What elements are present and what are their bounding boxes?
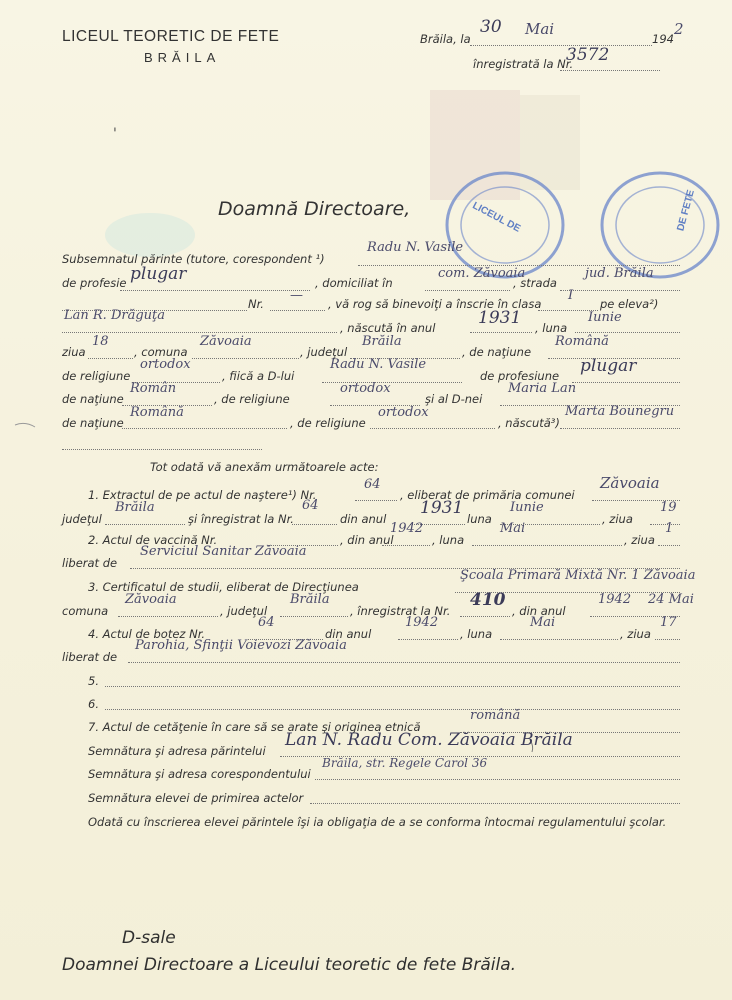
class-value: I [568,288,574,303]
school-name: LICEUL TEORETIC DE FETE [62,28,280,45]
profession-value: plugar [130,264,187,284]
parent-label: Subsemnatul părinte (tutore, corespondent ¹) [62,252,325,266]
mother-nationality-label: de naţiune [62,416,124,430]
born-year: 1931 [478,308,522,328]
baptism-year: 1942 [405,615,439,630]
baptism-month-label: , luna [460,627,493,641]
mother-religion: ortodox [378,405,429,420]
studies-year: 1942 [598,592,632,607]
closing-statement: Odată cu înscrierea elevei părintele îşi ia obligaţia de a se conforma întocmai regulamentului şcolar. [88,815,667,829]
birth-extract-label: 1. Extractul de pe actul de naştere¹) Nr. [88,488,317,502]
parent-signature: Lan N. Radu Com. Zăvoaia Brăila [285,730,573,750]
stamp-text: DE FETE [675,188,697,233]
baptism-label: 4. Actul de botez Nr. [88,627,206,641]
pupil-receipt-label: Semnătura elevei de primirea actelor [88,791,304,805]
county-label: , judeţul [300,345,348,359]
birth-day-label: , ziua [602,512,633,526]
street-value: jud. Brăila [585,266,654,281]
born-commune: Zăvoaia [200,334,252,349]
registration-label: înregistrată la Nr. [473,57,574,71]
birth-day: 19 [660,500,677,515]
vaccine-year: 1942 [390,521,424,536]
studies-registered-label: , înregistrat la Nr. [350,604,451,618]
correspondent-signature: Brăila, str. Regele Carol 36 [322,756,488,770]
commune-label: , comuna [134,345,188,359]
studies-commune-label: comuna [62,604,109,618]
day-label: ziua [62,345,86,359]
letter-title: Doamnă Directoare, [218,198,411,220]
pupil-name: Lan R. Drăguţa [64,308,165,323]
mother-religion-label: , de religiune [290,416,366,430]
place-label: Brăila, la [420,32,471,46]
request-label: , vă rog să binevoiţi a înscrie în clasa [328,297,542,311]
vaccine-issuer: Serviciul Sanitar Zăvoaia [140,544,307,559]
nationality-label: , de naţiune [462,345,532,359]
vaccine-month: Mai [500,521,526,536]
item-5-label: 5. [88,674,99,688]
baptism-day-label: , ziua [620,627,651,641]
number-label: Nr. [248,297,264,311]
vaccine-day: 1 [665,521,674,536]
studies-registered-number: 410 [470,590,506,610]
month-label: , luna [535,321,568,335]
domicile-label: , domiciliat în [315,276,393,290]
birth-month-label: luna [467,512,492,526]
studies-county: Brăila [290,592,330,607]
studies-label: 3. Certificatul de studii, eliberat de Direcţiunea [88,580,359,594]
birth-county-label: judeţul [62,512,102,526]
number-value: — [290,288,303,303]
domicile-value: com. Zăvoaia [438,266,526,281]
birth-year-label: din anul [340,512,387,526]
born-day: 18 [92,334,109,349]
born-as-label: , născută³) [498,416,560,430]
birth-registered-label: şi înregistrat la Nr. [188,512,294,526]
citizenship-value: română [470,708,521,723]
profession-label: de profesie [62,276,127,290]
date-day: 30 [480,17,502,37]
father-religion: ortodox [340,381,391,396]
daughter-label: , fiică a D-lui [222,369,295,383]
father-nationality: Român [130,381,177,396]
school-city: BRĂILA [144,50,221,65]
studies-commune: Zăvoaia [125,592,177,607]
mother-label: şi al D-nei [425,392,483,406]
birth-year: 1931 [420,498,464,518]
baptism-day: 17 [660,615,677,630]
born-county: Brăila [362,334,402,349]
born-month: Iunie [588,310,622,325]
mother-nationality: Română [130,405,184,420]
birth-extract-number: 64 [364,477,381,492]
registration-number: 3572 [566,45,610,65]
religion-label: de religiune [62,369,131,383]
vaccine-year-label: , din anul [340,533,394,547]
birth-commune: Zăvoaia [600,474,660,492]
footer-salutation: D-sale [122,928,176,948]
baptism-issuer-label: liberat de [62,650,118,664]
birth-issued-label: , eliberat de primăria comunei [400,488,575,502]
father-profession-label: de profesiune [480,369,560,383]
born-year-label: , născută în anul [340,321,436,335]
date-month: Mai [525,20,555,38]
vaccine-issuer-label: liberat de [62,556,118,570]
father-name: Radu N. Vasile [330,357,427,372]
religion: ortodox [140,357,191,372]
vaccine-month-label: , luna [432,533,465,547]
stamp-text: LICEUL DE [470,200,523,235]
studies-county-label: , judeţul [220,604,268,618]
year-suffix: 2 [674,20,684,38]
studies-year-label: , din anul [512,604,566,618]
baptism-number: 64 [258,615,275,630]
correspondent-signature-label: Semnătura şi adresa corespondentului [88,767,311,781]
father-religion-label: , de religiune [214,392,290,406]
studies-date: 24 Mai [648,592,694,607]
attachments-intro: Tot odată vă anexăm următoarele acte: [150,460,379,474]
baptism-year-label: din anul [325,627,372,641]
item-6-label: 6. [88,697,99,711]
street-label: , strada [513,276,557,290]
father-nationality-label: de naţiune [62,392,124,406]
footer-addressee: Doamnei Directoare a Liceului teoretic de fete Brăila. [62,955,517,975]
baptism-month: Mai [530,615,556,630]
nationality: Română [555,334,609,349]
mother-maiden-name: Marta Bounegru [565,404,675,419]
stray-mark: ' [113,126,117,142]
vaccine-day-label: , ziua [624,533,655,547]
baptism-issuer: Parohia, Sfinţii Voievozi Zăvoaia [135,638,347,653]
parent-signature-label: Semnătura şi adresa părintelui [88,744,266,758]
birth-registered-number: 64 [302,498,319,513]
birth-county: Brăila [115,500,155,515]
vaccine-label: 2. Actul de vaccină Nr. [88,533,218,547]
year-prefix: 194 [652,32,674,46]
pupil-label: pe eleva²) [600,297,659,311]
father-profession: plugar [580,356,637,376]
birth-month: Iunie [510,500,544,515]
studies-issuer: Şcoala Primară Mixtă Nr. 1 Zăvoaia [460,568,696,583]
mother-name: Maria Lan [508,381,577,396]
parent-name: Radu N. Vasile [367,240,464,255]
citizenship-label: 7. Actul de cetăţenie în care să se arate şi originea etnică [88,720,421,734]
